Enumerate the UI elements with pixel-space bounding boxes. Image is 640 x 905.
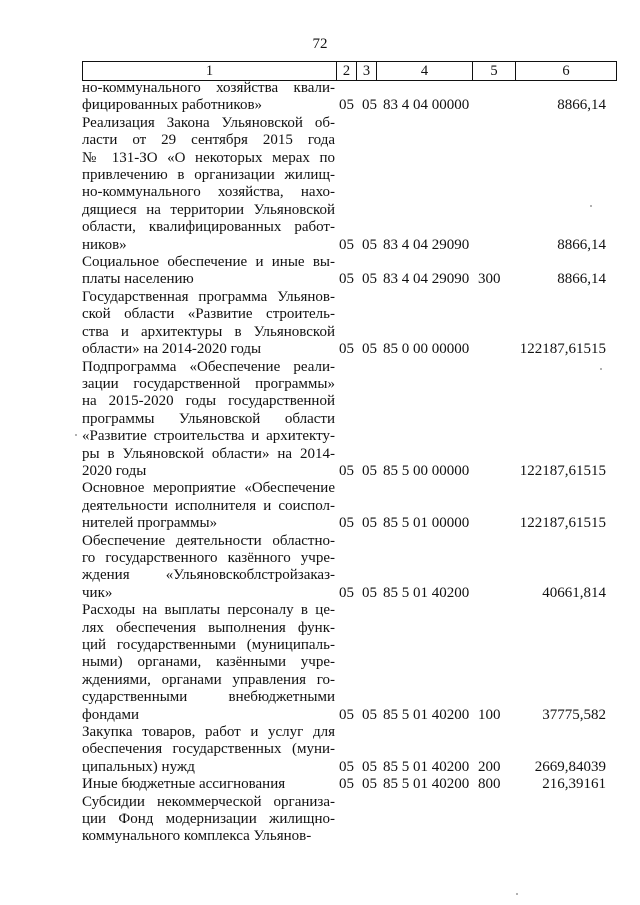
description-line: привлечению в организации жилищ- (82, 167, 335, 184)
description-line: платы населению (82, 271, 194, 288)
description-line: Закупка товаров, работ и услуг для (82, 724, 335, 741)
cell-col-2: 05 (339, 462, 354, 479)
row-description (82, 359, 335, 481)
description-line: зации государственной программы» (82, 375, 335, 392)
row-description (82, 289, 335, 359)
description-line: ции Фонд модернизации жилищно- (82, 811, 335, 828)
table-row (0, 359, 640, 481)
cell-col-5: 100 (478, 706, 501, 723)
cell-col-3: 05 (362, 97, 377, 114)
row-description (82, 115, 335, 254)
table-body (0, 80, 640, 846)
description-line: Социальное обеспечение и иные вы- (82, 254, 335, 271)
cell-col-4: 85 5 00 00000 (383, 462, 470, 479)
header-col-3: 3 (357, 62, 377, 81)
cell-col-6: 37775,582 (542, 706, 606, 723)
cell-col-6: 122187,61515 (519, 515, 606, 532)
description-line: дящиеся на территории Ульяновской (82, 201, 335, 218)
cell-col-4: 83 4 04 29090 (383, 271, 470, 288)
cell-col-3: 05 (362, 758, 377, 775)
description-line: фондами (82, 706, 140, 723)
cell-col-2: 05 (339, 758, 354, 775)
description-line: программы Ульяновской области (82, 410, 335, 427)
row-description (82, 724, 335, 776)
table-row (0, 533, 640, 603)
table-row (0, 480, 640, 532)
cell-col-5: 200 (478, 758, 501, 775)
cell-col-3: 05 (362, 584, 377, 601)
description-line: Государственная программа Ульянов- (82, 288, 335, 305)
description-line: ждениями, органами управления го- (82, 671, 335, 688)
cell-col-6: 40661,814 (542, 584, 606, 601)
cell-col-3: 05 (362, 271, 377, 288)
cell-col-5: 300 (478, 271, 501, 288)
header-col-2: 2 (337, 62, 357, 81)
cell-col-6: 8866,14 (557, 236, 606, 253)
description-line: ципальных) нужд (82, 758, 195, 775)
cell-col-6: 8866,14 (557, 97, 606, 114)
table-row (0, 724, 640, 776)
cell-col-2: 05 (339, 584, 354, 601)
cell-col-4: 85 5 01 00000 (383, 515, 470, 532)
row-description (82, 480, 335, 532)
cell-col-3: 05 (362, 776, 377, 793)
cell-col-2: 05 (339, 97, 354, 114)
description-line: коммунального комплекса Ульянов- (82, 828, 312, 845)
description-line: ры в Ульяновской области» на 2014- (82, 445, 335, 462)
cell-col-6: 122187,61515 (519, 462, 606, 479)
table-row (0, 115, 640, 254)
header-col-5: 5 (473, 62, 516, 81)
description-line: го государственного казённого учре- (82, 549, 335, 566)
description-line: ными) органами, казёнными учре- (82, 654, 335, 671)
cell-col-6: 216,39161 (542, 776, 606, 793)
row-description (82, 776, 335, 793)
description-line: ждения «Ульяновскоблстройзаказ- (82, 567, 335, 584)
row-description (82, 794, 335, 846)
description-line: «Развитие строительства и архитекту- (82, 428, 335, 445)
cell-col-3: 05 (362, 236, 377, 253)
header-col-6: 6 (516, 62, 617, 81)
table-row (0, 602, 640, 724)
cell-col-4: 83 4 04 00000 (383, 97, 470, 114)
description-line: ций государственными (муниципаль- (82, 637, 335, 653)
description-line: ласти от 29 сентября 2015 года (82, 132, 335, 149)
cell-col-4: 85 5 01 40200 (383, 584, 470, 601)
row-description (82, 80, 335, 115)
description-line: деятельности исполнителя и соиспол- (82, 497, 335, 514)
description-line: но-коммунального хозяйства квали- (82, 80, 335, 96)
cell-col-2: 05 (339, 515, 354, 532)
cell-col-2: 05 (339, 271, 354, 288)
cell-col-5: 800 (478, 776, 501, 793)
description-line: Субсидии некоммерческой организа- (82, 793, 335, 810)
description-line: Обеспечение деятельности областно- (82, 532, 335, 549)
scan-speck (590, 205, 592, 207)
cell-col-4: 83 4 04 29090 (383, 236, 470, 253)
header-col-4: 4 (377, 62, 473, 81)
description-line: обеспечения государственных (муни- (82, 741, 335, 758)
row-description (82, 602, 335, 724)
scan-speck (600, 368, 602, 370)
table-row (0, 776, 640, 793)
cell-col-6: 2669,84039 (534, 758, 606, 775)
cell-col-6: 122187,61515 (519, 341, 606, 358)
scan-speck (516, 893, 518, 895)
cell-col-6: 8866,14 (557, 271, 606, 288)
row-description (82, 254, 335, 289)
cell-col-3: 05 (362, 706, 377, 723)
description-line: ства и архитектуры в Ульяновской (82, 323, 335, 340)
cell-col-3: 05 (362, 515, 377, 532)
table-row (0, 254, 640, 289)
row-description (82, 533, 335, 603)
description-line: Основное мероприятие «Обеспечение (82, 480, 335, 497)
description-line: Реализация Закона Ульяновской об- (82, 114, 335, 131)
table-row (0, 80, 640, 115)
description-line: № 131-ЗО «О некоторых мерах по (82, 149, 335, 166)
cell-col-2: 05 (339, 776, 354, 793)
cell-col-4: 85 5 01 40200 (383, 776, 470, 793)
description-line: Иные бюджетные ассигнования (82, 776, 286, 793)
description-line: но-коммунального хозяйства, нахо- (82, 184, 335, 201)
cell-col-2: 05 (339, 341, 354, 358)
header-col-1: 1 (83, 62, 337, 81)
description-line: Расходы на выплаты персоналу в це- (82, 602, 335, 619)
scan-speck (75, 434, 77, 436)
description-line: фицированных работников» (82, 97, 263, 114)
cell-col-3: 05 (362, 462, 377, 479)
description-line: области» на 2014-2020 годы (82, 341, 262, 358)
description-line: ской области «Развитие строитель- (82, 306, 335, 323)
cell-col-3: 05 (362, 341, 377, 358)
cell-col-2: 05 (339, 236, 354, 253)
page-number: 72 (312, 36, 328, 52)
cell-col-4: 85 5 01 40200 (383, 758, 470, 775)
table-row (0, 794, 640, 846)
description-line: ников» (82, 236, 127, 253)
cell-col-4: 85 5 01 40200 (383, 706, 470, 723)
table-row (0, 289, 640, 359)
description-line: чик» (82, 584, 113, 601)
cell-col-2: 05 (339, 706, 354, 723)
description-line: на 2015-2020 годы государственной (82, 393, 335, 410)
description-line: нителей программы» (82, 515, 218, 532)
description-line: 2020 годы (82, 462, 147, 479)
description-line: Подпрограмма «Обеспечение реали- (82, 358, 335, 375)
description-line: сударственными внебюджетными (82, 689, 335, 706)
description-line: лях обеспечения выполнения функ- (82, 619, 335, 636)
table-header (82, 61, 617, 81)
description-line: области, квалифицированных работ- (82, 219, 335, 236)
cell-col-4: 85 0 00 00000 (383, 341, 470, 358)
